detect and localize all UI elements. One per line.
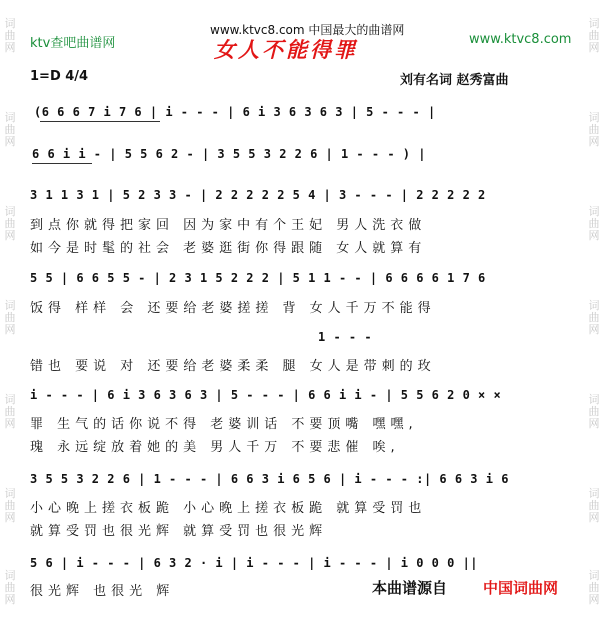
- watermark-right-3: 词 曲 网: [588, 205, 600, 242]
- watermark-left-3: 词 曲 网: [4, 205, 16, 242]
- lyric-line-6a: 小心晚上搓衣板跪 小心晚上搓衣板跪 就算受罚也: [30, 501, 427, 516]
- watermark-left-6: 词 曲 网: [4, 487, 16, 524]
- site-name-left: ktv查吧曲谱网: [30, 36, 116, 51]
- key-signature: 1=D 4/4: [30, 69, 89, 84]
- lyric-line-3a: 到点你就得把家回 因为家中有个王妃 男人洗衣做: [30, 218, 427, 233]
- watermark-left-7: 词 曲 网: [4, 569, 16, 606]
- watermark-left-1: 词 曲 网: [4, 17, 16, 54]
- music-line-4: 5 5 | 6 6 5 5 - | 2 3 1 5 2 2 2 | 5 1 1 - - | 6 6 6 6 1 7 6: [30, 271, 486, 285]
- watermark-right-2: 词 曲 网: [588, 111, 600, 148]
- source-label: 本曲谱源自: [372, 579, 448, 597]
- watermark-right-6: 词 曲 网: [588, 487, 600, 524]
- lyric-line-5b: 瑰 永远绽放着她的美 男人千万 不要悲催 唉,: [30, 440, 400, 455]
- lyric-line-4: 饭得 样样 会 还要给老婆搓搓 背 女人千万不能得: [30, 301, 436, 316]
- underline-1: [40, 121, 160, 122]
- song-title: 女人不能得罪: [214, 37, 358, 62]
- source-site: 中国词曲网: [483, 579, 559, 597]
- watermark-left-4: 词 曲 网: [4, 299, 16, 336]
- watermark-right-1: 词 曲 网: [588, 17, 600, 54]
- lyric-line-4b: 错也 要说 对 还要给老婆柔柔 腿 女人是带刺的玫: [30, 359, 436, 374]
- watermark-left-5: 词 曲 网: [4, 393, 16, 430]
- music-line-5: i - - - | 6 i 3 6 3 6 3 | 5 - - - | 6 6 i i - | 5 5 6 2 0 × ×: [30, 388, 502, 402]
- music-line-4b: 1 - - -: [318, 330, 373, 344]
- watermark-right-7: 词 曲 网: [588, 569, 600, 606]
- music-line-7: 5 6 | i - - - | 6 3 2 · i | i - - - | i - - - | i 0 0 0 ||: [30, 556, 479, 570]
- lyric-line-5a: 罪 生气的话你说不得 老婆训话 不要顶嘴 嘿嘿,: [30, 417, 418, 432]
- song-credits: 刘有名词 赵秀富曲: [400, 73, 509, 88]
- lyric-line-6b: 就算受罚也很光辉 就算受罚也很光辉: [30, 524, 328, 539]
- lyric-line-3b: 如今是时髦的社会 老婆逛街你得跟随 女人就算有: [30, 241, 427, 256]
- music-line-3: 3 1 1 3 1 | 5 2 3 3 - | 2 2 2 2 2 5 4 | 3 - - - | 2 2 2 2 2: [30, 188, 486, 202]
- music-line-2: 6 6 i i - | 5 5 6 2 - | 3 5 5 3 2 2 6 | 1 - - - ) |: [32, 147, 426, 161]
- lyric-line-7: 很光辉 也很光 辉: [30, 584, 175, 599]
- site-url-top: www.ktvc8.com 中国最大的曲谱网: [210, 23, 405, 37]
- music-line-6: 3 5 5 3 2 2 6 | 1 - - - | 6 6 3 i 6 5 6 | i - - - :| 6 6 3 i 6: [30, 472, 509, 486]
- watermark-left-2: 词 曲 网: [4, 111, 16, 148]
- music-line-1: (6 6 6 7 i 7 6 | i - - - | 6 i 3 6 3 6 3 | 5 - - - |: [34, 105, 436, 119]
- watermark-right-5: 词 曲 网: [588, 393, 600, 430]
- site-url-right: www.ktvc8.com: [469, 32, 572, 47]
- watermark-right-4: 词 曲 网: [588, 299, 600, 336]
- underline-2: [32, 163, 92, 164]
